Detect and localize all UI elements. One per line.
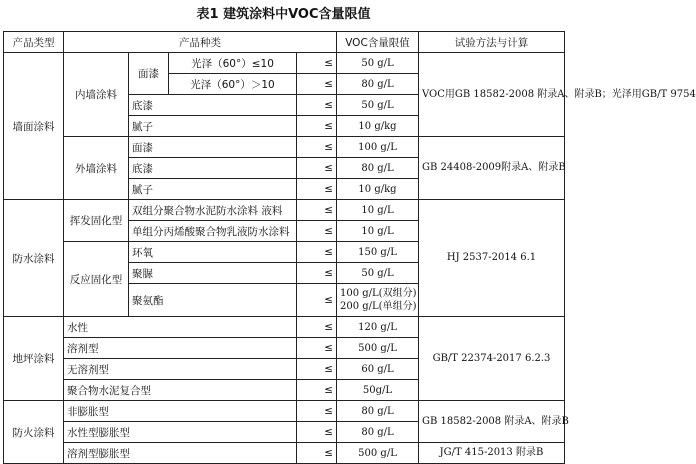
value-cell: 50 g/L <box>337 53 419 74</box>
method-waterproof: HJ 2537-2014 6.1 <box>419 200 565 317</box>
value-cell: 100 g/L <box>337 137 419 158</box>
le-sign: ≤ <box>297 263 337 284</box>
reactive-epoxy: 环氧 <box>129 242 297 263</box>
table-title: 表1 建筑涂料中VOC含量限值 <box>196 7 371 22</box>
value-cell: 500 g/L <box>337 443 419 464</box>
waterproof-item: 单组分丙烯酸聚合物乳液防水涂料 <box>129 221 297 242</box>
exterior-primer: 底漆 <box>129 158 297 179</box>
exterior-putty: 腻子 <box>129 179 297 200</box>
le-sign: ≤ <box>297 221 337 242</box>
le-sign: ≤ <box>297 74 337 95</box>
le-sign: ≤ <box>297 200 337 221</box>
method-fire-1: GB 18582-2008 附录A、附录B <box>419 401 565 443</box>
gloss-low: 光泽（60°）≤10 <box>169 53 297 74</box>
reactive-pu: 聚氨酯 <box>129 284 297 317</box>
method-exterior: GB 24408-2009附录A、附录B <box>419 137 565 200</box>
le-sign: ≤ <box>297 158 337 179</box>
header-limit: VOC含量限值 <box>337 32 419 53</box>
value-cell: 60 g/L <box>337 359 419 380</box>
interior-putty: 腻子 <box>129 116 297 137</box>
sub-exterior: 外墙涂料 <box>64 137 129 200</box>
fire-item: 非膨胀型 <box>64 401 297 422</box>
table-row <box>4 200 565 221</box>
waterproof-item: 双组分聚合物水泥防水涂料 液料 <box>129 200 297 221</box>
le-sign: ≤ <box>297 242 337 263</box>
method-interior: VOC用GB 18582-2008 附录A、附录B；光泽用GB/T 9754 <box>419 53 565 137</box>
floor-item: 水性 <box>64 317 297 338</box>
le-sign: ≤ <box>297 443 337 464</box>
floor-item: 聚合物水泥复合型 <box>64 380 297 401</box>
value-pu-one-component: 200 g/L(单组分) <box>340 301 417 312</box>
le-sign: ≤ <box>297 380 337 401</box>
value-cell: 50g/L <box>337 380 419 401</box>
value-cell: 10 g/kg <box>337 179 419 200</box>
value-cell: 10 g/L <box>337 200 419 221</box>
le-sign: ≤ <box>297 422 337 443</box>
le-sign: ≤ <box>297 359 337 380</box>
category-fire: 防火涂料 <box>4 401 64 464</box>
category-wall: 墙面涂料 <box>4 53 64 200</box>
header-method: 试验方法与计算 <box>419 32 565 53</box>
le-sign: ≤ <box>297 137 337 158</box>
method-fire-2: JG/T 415-2013 附录B <box>419 443 565 464</box>
floor-item: 无溶剂型 <box>64 359 297 380</box>
value-cell: 80 g/L <box>337 158 419 179</box>
table-row <box>4 443 565 464</box>
fire-item: 溶剂型膨胀型 <box>64 443 297 464</box>
header-category: 产品类型 <box>4 32 64 53</box>
category-floor: 地坪涂料 <box>4 317 64 401</box>
sub-interior: 内墙涂料 <box>64 53 129 137</box>
category-waterproof: 防水涂料 <box>4 200 64 317</box>
table-row <box>4 137 565 158</box>
value-cell: 80 g/L <box>337 401 419 422</box>
sub-reactive: 反应固化型 <box>64 242 129 317</box>
value-cell: 500 g/L <box>337 338 419 359</box>
value-cell: 80 g/L <box>337 422 419 443</box>
gloss-high: 光泽（60°）＞10 <box>169 74 297 95</box>
table-row <box>4 53 565 74</box>
value-cell: 10 g/L <box>337 221 419 242</box>
value-cell: 50 g/L <box>337 263 419 284</box>
le-sign: ≤ <box>297 179 337 200</box>
reactive-polyurea: 聚脲 <box>129 263 297 284</box>
interior-primer: 底漆 <box>129 95 297 116</box>
le-sign: ≤ <box>297 116 337 137</box>
sub-volatile: 挥发固化型 <box>64 200 129 242</box>
table-row <box>4 401 565 422</box>
method-floor: GB/T 22374-2017 6.2.3 <box>419 317 565 401</box>
le-sign: ≤ <box>297 53 337 74</box>
table-row <box>4 317 565 338</box>
value-pu-two-component: 100 g/L(双组分) <box>340 288 417 299</box>
value-cell: 150 g/L <box>337 242 419 263</box>
le-sign: ≤ <box>297 284 337 317</box>
le-sign: ≤ <box>297 95 337 116</box>
le-sign: ≤ <box>297 338 337 359</box>
value-cell-pu <box>337 284 419 317</box>
header-kind: 产品种类 <box>64 32 337 53</box>
value-cell: 50 g/L <box>337 95 419 116</box>
interior-topcoat: 面漆 <box>129 53 169 95</box>
floor-item: 溶剂型 <box>64 338 297 359</box>
header-row <box>4 32 565 53</box>
voc-limits-table <box>3 31 696 464</box>
exterior-topcoat: 面漆 <box>129 137 297 158</box>
value-cell: 120 g/L <box>337 317 419 338</box>
value-cell: 80 g/L <box>337 74 419 95</box>
le-sign: ≤ <box>297 317 337 338</box>
fire-item: 水性型膨胀型 <box>64 422 297 443</box>
value-cell: 10 g/kg <box>337 116 419 137</box>
le-sign: ≤ <box>297 401 337 422</box>
